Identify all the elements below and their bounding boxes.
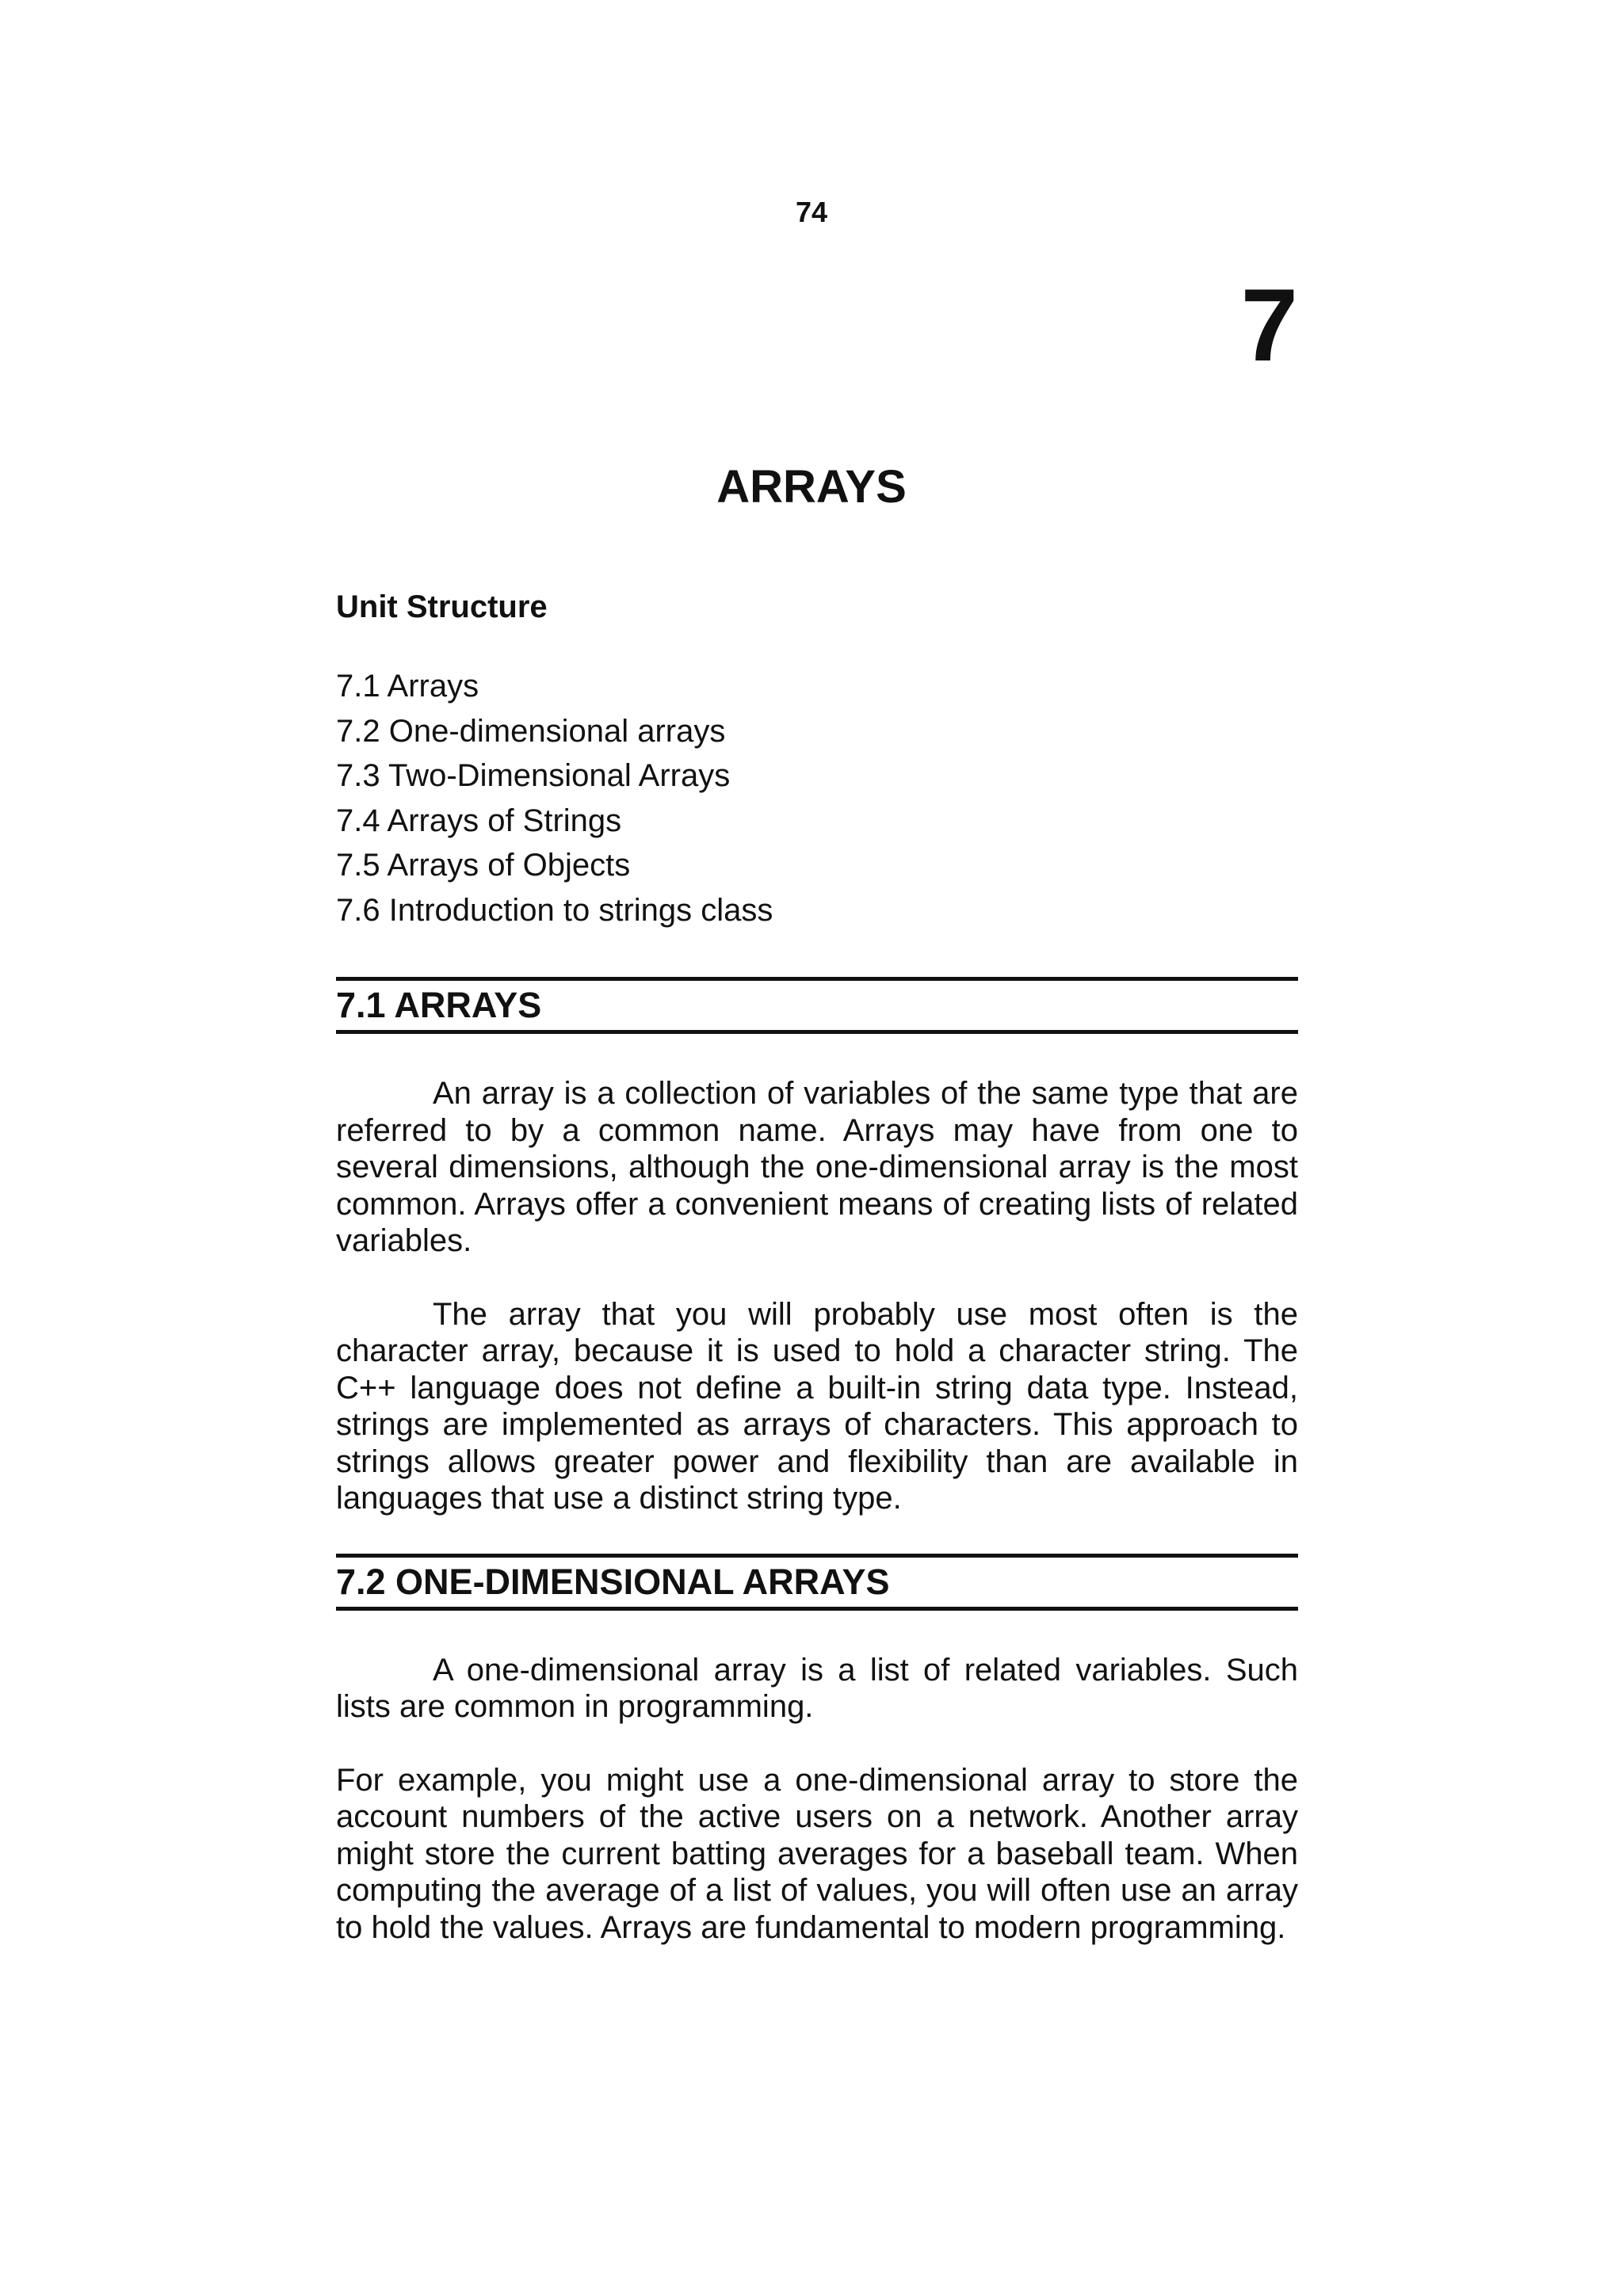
paragraph: For example, you might use a one-dimensional array to store the account numbers of the active users on a network. Another array might store the current batting averages for a baseball team. When computing the average of a list of values, you will often use an array to hold the values. Arrays are fundamental to modern programming. bbox=[336, 1762, 1298, 1945]
toc-item: 7.5 Arrays of Objects bbox=[336, 848, 631, 883]
toc-item: 7.1 Arrays bbox=[336, 669, 479, 704]
paragraph: The array that you will probably use most often is the character array, because it is used to hold a character string. The C++ language does not define a built-in string data type. Instead, strings are implemented as arrays of characters. This approach to strings allows greater power and flexibility than are available in languages that use a distinct string type. bbox=[336, 1296, 1298, 1516]
paragraph: A one-dimensional array is a list of related variables. Such lists are common in programming. bbox=[336, 1652, 1298, 1724]
section-heading-arrays: 7.1 ARRAYS bbox=[336, 977, 1298, 1034]
chapter-number: 7 bbox=[1240, 267, 1298, 383]
toc-item: 7.2 One-dimensional arrays bbox=[336, 713, 726, 749]
section-heading-one-dimensional-arrays: 7.2 ONE-DIMENSIONAL ARRAYS bbox=[336, 1554, 1298, 1611]
toc-item: 7.3 Two-Dimensional Arrays bbox=[336, 758, 731, 793]
unit-structure-list bbox=[336, 664, 1298, 933]
unit-structure-title: Unit Structure bbox=[336, 589, 548, 624]
page-number: 74 bbox=[795, 196, 828, 228]
paragraph: An array is a collection of variables of the same type that are referred to by a common name. Arrays may have from one to several dimensions, although the one-dimensional array is the most common. Arrays offer a convenient means of creating lists of related variables. bbox=[336, 1076, 1298, 1258]
toc-item: 7.6 Introduction to strings class bbox=[336, 892, 773, 928]
chapter-title: ARRAYS bbox=[716, 461, 907, 513]
toc-item: 7.4 Arrays of Strings bbox=[336, 803, 622, 838]
page-content bbox=[336, 586, 1298, 1946]
